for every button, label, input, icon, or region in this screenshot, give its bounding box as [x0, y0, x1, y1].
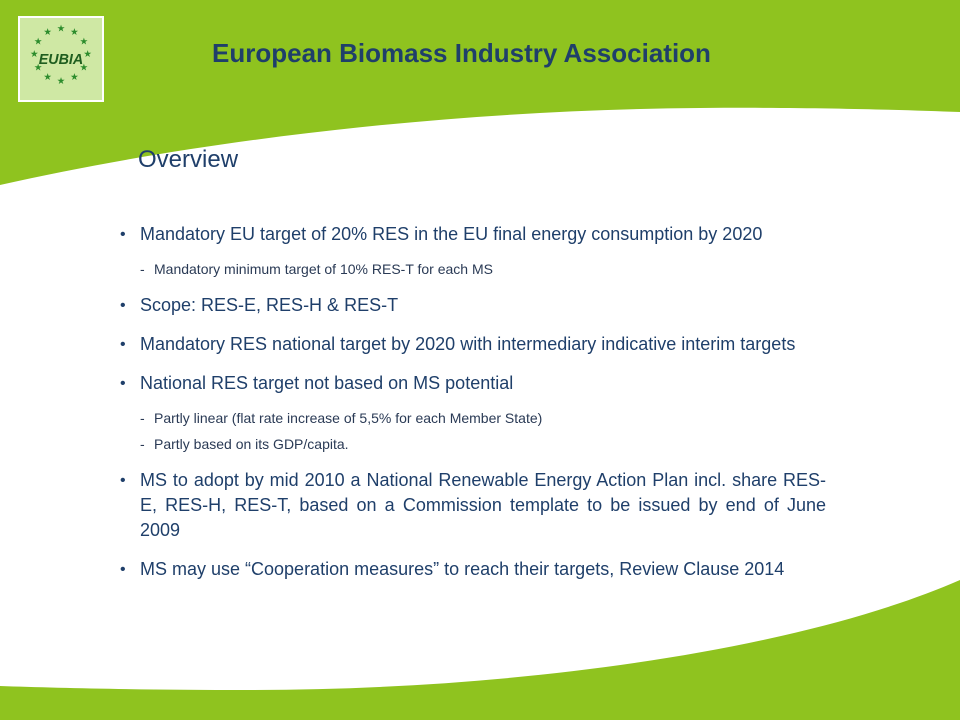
svg-text:★: ★: [30, 49, 39, 61]
svg-text:★: ★: [70, 71, 79, 83]
bullet-item: • National RES target not based on MS potential: [120, 371, 826, 396]
svg-text:★: ★: [79, 36, 89, 48]
bullet-item: • MS to adopt by mid 2010 a National Renewable Energy Action Plan incl. share RES-E, RES-H, RES-T, based on a Commission template to be issued by end of June 2009: [120, 468, 826, 543]
bullet-item: • Scope: RES-E, RES-H & RES-T: [120, 293, 826, 318]
sub-item: - Partly linear (flat rate increase of 5,5% for each Member State): [140, 410, 543, 426]
bullet-list: [120, 222, 826, 582]
bullet-item: • MS may use “Cooperation measures” to reach their targets, Review Clause 2014: [120, 557, 826, 582]
svg-text:★: ★: [43, 27, 52, 39]
svg-text:★: ★: [56, 23, 66, 35]
sub-item: - Partly based on its GDP/capita.: [140, 436, 349, 452]
svg-text:★: ★: [33, 62, 43, 74]
svg-text:EUBIA: EUBIA: [38, 51, 84, 68]
svg-text:★: ★: [79, 62, 89, 74]
sub-item: - Mandatory minimum target of 10% RES-T for each MS: [140, 261, 493, 277]
slide-title: Overview: [138, 146, 239, 173]
organization-title: European Biomass Industry Association: [212, 38, 711, 68]
bullet-item: • Mandatory RES national target by 2020 with intermediary indicative interim targets: [120, 332, 826, 357]
eubia-logo-emblem: [20, 18, 102, 100]
svg-text:★: ★: [43, 71, 52, 83]
bullet-item: • Mandatory EU target of 20% RES in the EU final energy consumption by 2020: [120, 222, 826, 247]
svg-text:★: ★: [56, 75, 66, 87]
svg-text:★: ★: [70, 27, 79, 39]
svg-text:★: ★: [83, 49, 92, 61]
eubia-logo: [18, 16, 104, 102]
svg-text:★: ★: [33, 36, 43, 48]
